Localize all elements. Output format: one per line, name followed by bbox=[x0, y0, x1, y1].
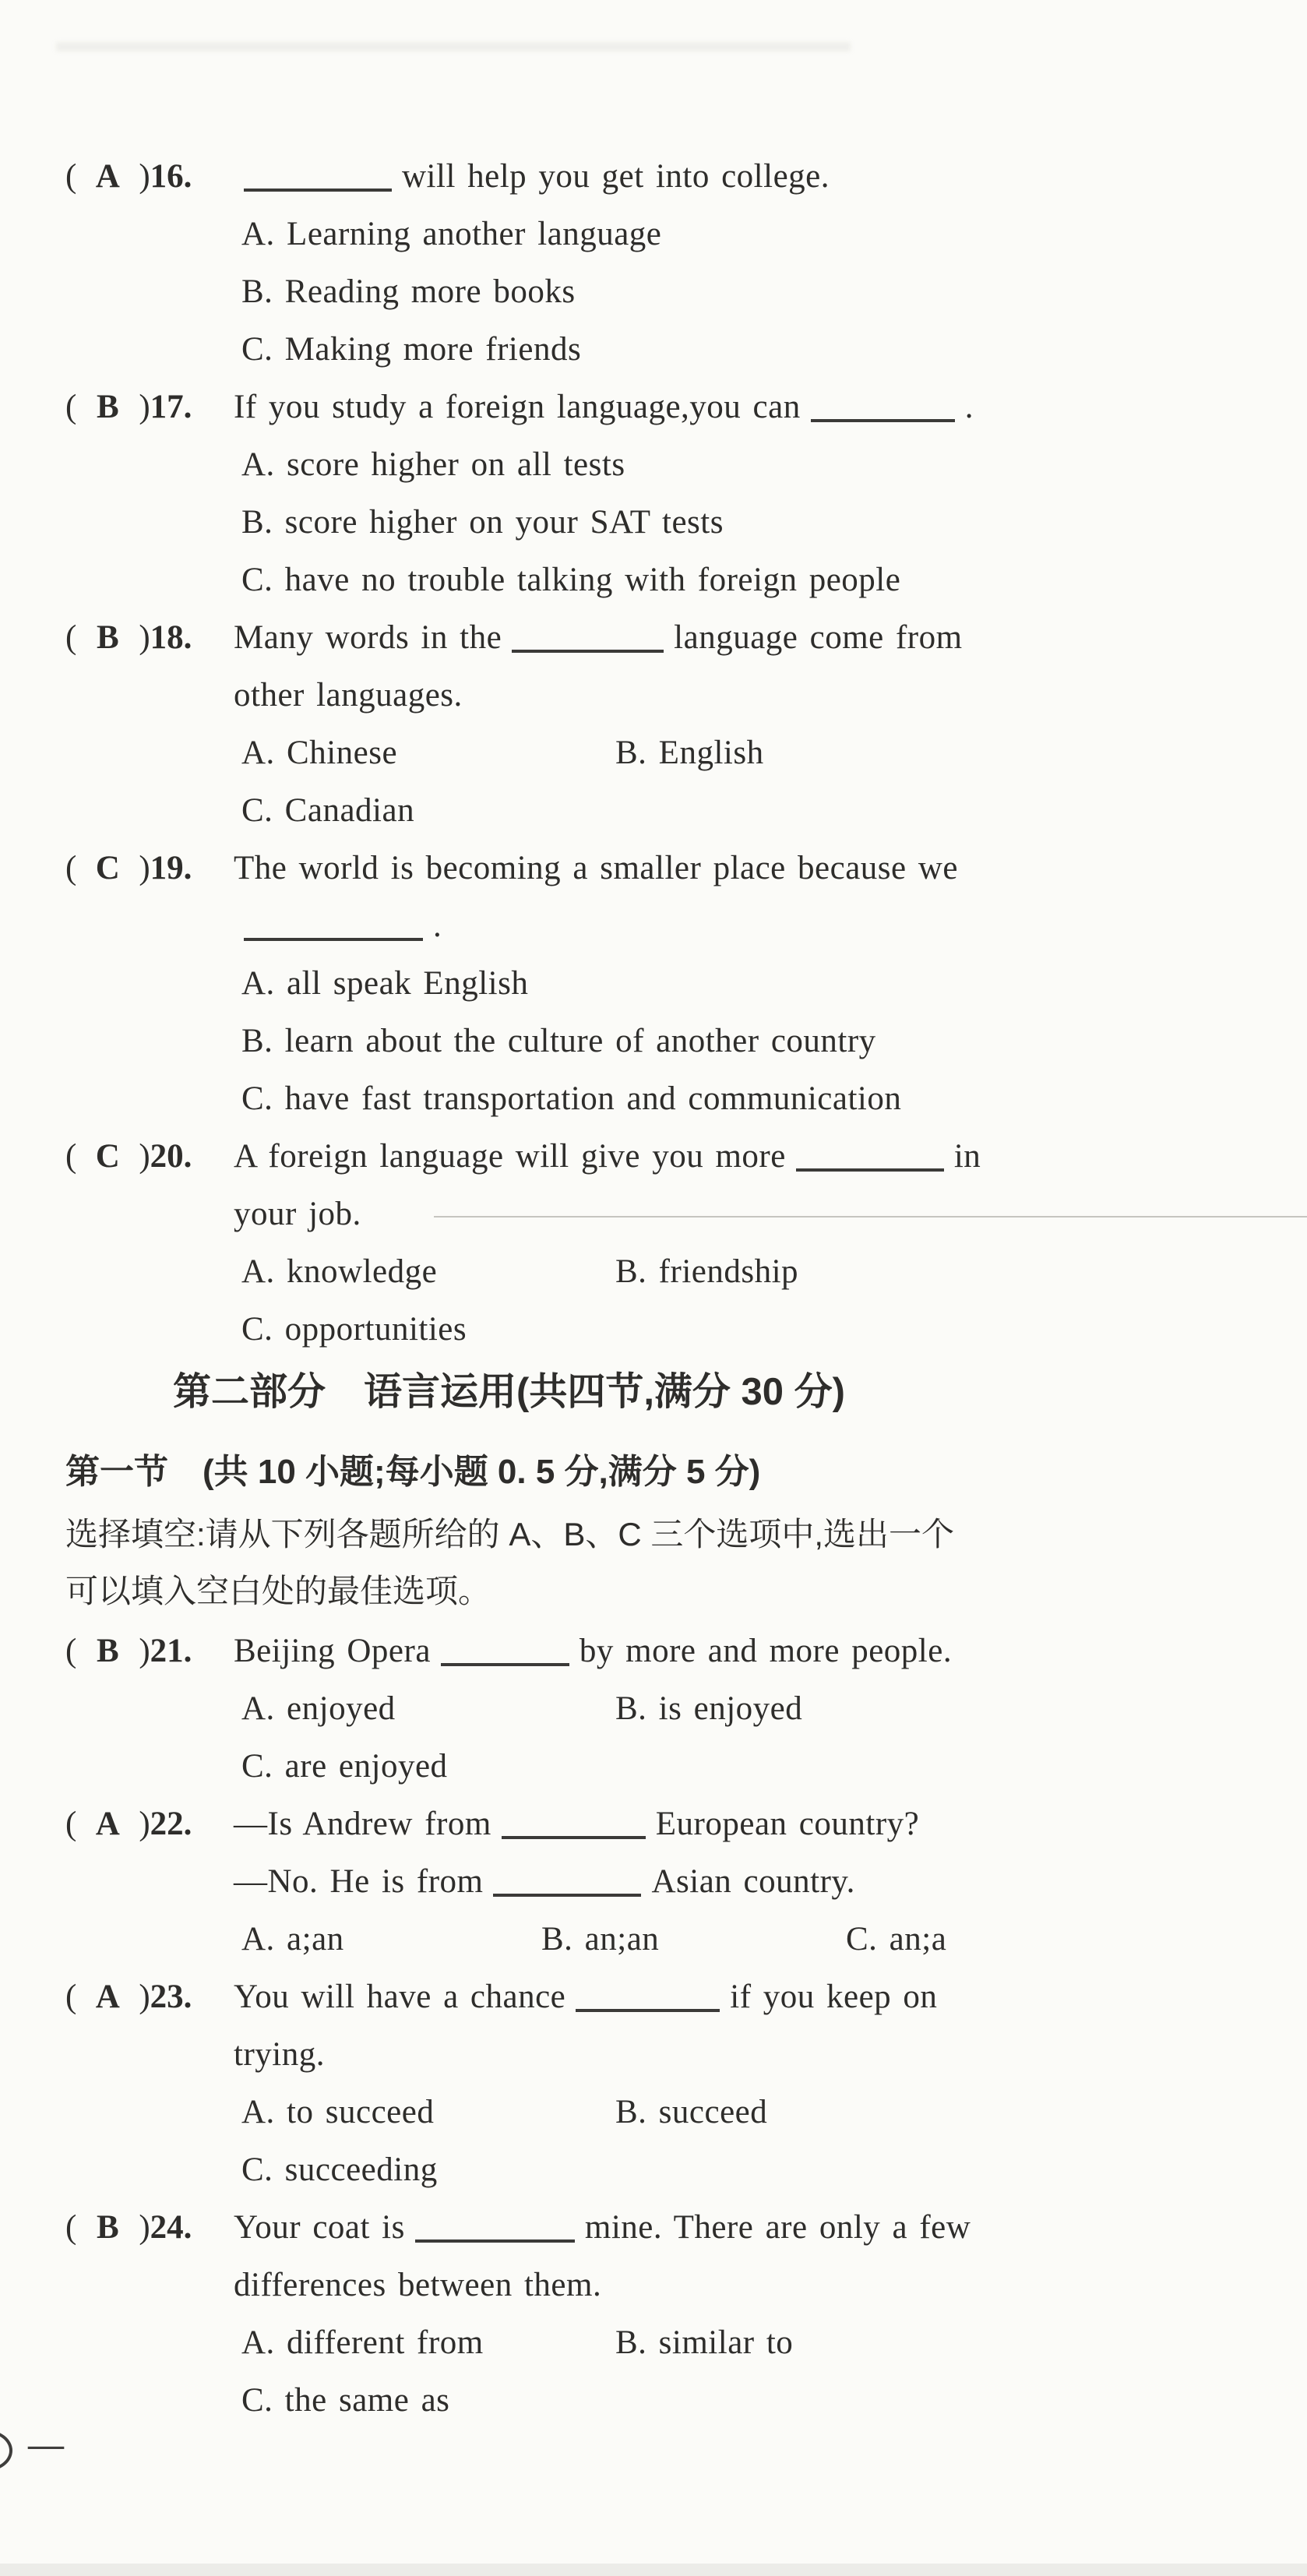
answer-letter: C bbox=[95, 1138, 120, 1175]
question-24 bbox=[0, 2199, 1307, 2430]
answer-marker bbox=[65, 1128, 192, 1186]
test-paper-content bbox=[0, 148, 1307, 2430]
option-b: B. succeed bbox=[615, 2093, 768, 2130]
option-a: A. Learning another language bbox=[241, 216, 662, 252]
question-text: Your coat is bbox=[234, 2208, 405, 2246]
question-number: 21. bbox=[150, 1632, 192, 1669]
page-number-circle bbox=[0, 2430, 12, 2472]
options-row bbox=[234, 1911, 1307, 1968]
question-text: . bbox=[964, 389, 974, 425]
answer-marker bbox=[65, 840, 192, 897]
option-b: B. an;an bbox=[541, 1920, 660, 1958]
question-text: your job. bbox=[234, 1196, 361, 1232]
answer-letter: B bbox=[96, 389, 119, 425]
close-paren: ) bbox=[139, 850, 150, 886]
question-body bbox=[234, 2199, 1307, 2430]
question-18 bbox=[0, 609, 1307, 840]
option-a: A. a;an bbox=[241, 1920, 344, 1958]
question-text: by more and more people. bbox=[579, 1632, 953, 1669]
question-text: The world is becoming a smaller place because we bbox=[234, 850, 958, 886]
question-body bbox=[234, 1795, 1307, 1968]
scan-artifact-smudge bbox=[56, 42, 851, 51]
option-a: A. knowledge bbox=[241, 1253, 438, 1290]
question-text: language come from bbox=[674, 619, 963, 656]
part2-section-title: 第二部分 语言运用(共四节,满分 30 分) bbox=[173, 1371, 845, 1413]
close-paren: ) bbox=[139, 1978, 150, 2015]
option-c: C. an;a bbox=[846, 1920, 947, 1958]
question-text: mine. There are only a few bbox=[584, 2208, 971, 2246]
answer-letter: A bbox=[95, 1978, 120, 2015]
question-number: 19. bbox=[150, 850, 192, 886]
open-paren: ( bbox=[65, 1138, 77, 1175]
page-number-dash: — bbox=[28, 2424, 64, 2464]
blank-line bbox=[415, 2239, 575, 2243]
question-text: —No. He is from bbox=[234, 1862, 484, 1900]
blank-line bbox=[512, 650, 664, 653]
option-c: C. the same as bbox=[241, 2381, 450, 2419]
option-a: A. to succeed bbox=[241, 2093, 435, 2130]
close-paren: ) bbox=[139, 158, 150, 195]
question-text: A foreign language will give you more bbox=[234, 1138, 786, 1175]
question-text-line bbox=[234, 2199, 1307, 2257]
scan-bottom-edge bbox=[0, 2564, 1307, 2576]
answer-letter: B bbox=[96, 619, 119, 656]
close-paren: ) bbox=[139, 1138, 150, 1175]
question-body bbox=[234, 609, 1307, 840]
question-17 bbox=[0, 379, 1307, 609]
question-text: other languages. bbox=[234, 677, 463, 714]
option-b: B. Reading more books bbox=[241, 273, 576, 310]
question-20 bbox=[0, 1128, 1307, 1358]
question-16 bbox=[0, 148, 1307, 379]
question-text: European country? bbox=[655, 1805, 920, 1842]
answer-marker bbox=[65, 1795, 192, 1853]
question-text: differences between them. bbox=[234, 2266, 602, 2303]
open-paren: ( bbox=[65, 1632, 77, 1669]
question-text: If you study a foreign language,you can bbox=[234, 389, 801, 425]
option-c: C. have no trouble talking with foreign people bbox=[241, 562, 901, 598]
options-row bbox=[234, 724, 1307, 782]
question-text: in bbox=[953, 1138, 981, 1175]
options-row bbox=[234, 2084, 1307, 2141]
question-text-line bbox=[234, 2026, 1307, 2084]
answer-marker bbox=[65, 148, 192, 206]
answer-marker bbox=[65, 1623, 192, 1680]
option-a: A. all speak English bbox=[241, 965, 529, 1002]
close-paren: ) bbox=[139, 1632, 150, 1669]
question-body bbox=[234, 148, 1307, 379]
question-text-line bbox=[234, 1128, 1307, 1186]
options-row bbox=[234, 1243, 1307, 1301]
question-text: You will have a chance bbox=[234, 1978, 566, 2015]
option-b: B. English bbox=[615, 735, 764, 771]
close-paren: ) bbox=[139, 619, 150, 656]
question-text-line bbox=[234, 2257, 1307, 2314]
question-19 bbox=[0, 840, 1307, 1128]
option-a: A. Chinese bbox=[241, 735, 398, 771]
question-23 bbox=[0, 1968, 1307, 2199]
option-b: B. is enjoyed bbox=[615, 1690, 803, 1727]
question-text-line bbox=[234, 1853, 1307, 1911]
question-text: if you keep on bbox=[730, 1978, 938, 2015]
open-paren: ( bbox=[65, 2208, 77, 2246]
question-text-line bbox=[234, 667, 1307, 724]
section1-subtitle: 第一节 (共 10 小题;每小题 0. 5 分,满分 5 分) bbox=[65, 1452, 761, 1491]
question-number: 22. bbox=[150, 1805, 192, 1842]
question-text: . bbox=[433, 907, 442, 944]
close-paren: ) bbox=[139, 1805, 150, 1842]
answer-marker bbox=[65, 2199, 192, 2257]
blank-line bbox=[244, 938, 423, 941]
option-b: B. friendship bbox=[615, 1253, 799, 1290]
question-body bbox=[234, 840, 1307, 1128]
blank-line bbox=[502, 1836, 646, 1839]
answer-letter: C bbox=[95, 850, 120, 886]
option-a: A. enjoyed bbox=[241, 1690, 396, 1727]
question-number: 20. bbox=[150, 1138, 192, 1175]
question-text-line bbox=[234, 1795, 1307, 1853]
option-a: A. different from bbox=[241, 2324, 484, 2361]
scan-artifact-line bbox=[434, 1216, 1307, 1218]
options-row bbox=[234, 2314, 1307, 2372]
question-body bbox=[234, 379, 1307, 609]
option-c: C. have fast transportation and communication bbox=[241, 1080, 902, 1117]
question-number: 23. bbox=[150, 1978, 192, 2015]
question-text-line bbox=[234, 1968, 1307, 2026]
question-body bbox=[234, 1968, 1307, 2199]
open-paren: ( bbox=[65, 158, 77, 195]
open-paren: ( bbox=[65, 1978, 77, 2015]
part1-questions bbox=[0, 148, 1307, 1358]
question-body bbox=[234, 1128, 1307, 1358]
option-b: B. learn about the culture of another country bbox=[241, 1023, 876, 1059]
option-b: B. similar to bbox=[615, 2324, 794, 2361]
question-text-line bbox=[234, 609, 1307, 667]
close-paren: ) bbox=[139, 2208, 150, 2246]
question-text: Asian country. bbox=[651, 1862, 855, 1900]
answer-marker bbox=[65, 379, 192, 436]
option-c: C. Making more friends bbox=[241, 331, 582, 368]
open-paren: ( bbox=[65, 850, 77, 886]
answer-marker bbox=[65, 609, 192, 667]
option-a: A. score higher on all tests bbox=[241, 446, 625, 483]
question-text-line bbox=[234, 840, 1307, 897]
question-text-line bbox=[234, 379, 1307, 436]
open-paren: ( bbox=[65, 389, 77, 425]
option-c: C. succeeding bbox=[241, 2151, 438, 2188]
answer-letter: A bbox=[95, 1805, 120, 1842]
options-row bbox=[234, 1680, 1307, 1738]
option-c: C. Canadian bbox=[241, 792, 415, 829]
question-text-line bbox=[234, 148, 1307, 206]
question-22 bbox=[0, 1795, 1307, 1968]
open-paren: ( bbox=[65, 619, 77, 656]
answer-letter: A bbox=[95, 158, 120, 195]
question-text-line bbox=[234, 897, 1307, 955]
question-text: —Is Andrew from bbox=[234, 1805, 491, 1842]
open-paren: ( bbox=[65, 1805, 77, 1842]
question-body bbox=[234, 1623, 1307, 1795]
part2-questions bbox=[0, 1623, 1307, 2430]
answer-letter: B bbox=[96, 2208, 119, 2246]
blank-line bbox=[441, 1663, 569, 1666]
question-number: 16. bbox=[150, 158, 192, 195]
question-number: 17. bbox=[150, 389, 192, 425]
blank-line bbox=[796, 1168, 944, 1172]
blank-line bbox=[244, 189, 392, 192]
instructions-line2: 可以填入空白处的最佳选项。 bbox=[65, 1572, 491, 1609]
answer-letter: B bbox=[96, 1632, 119, 1669]
question-text-line bbox=[234, 1186, 1307, 1243]
blank-line bbox=[811, 419, 955, 422]
question-number: 24. bbox=[150, 2208, 192, 2246]
question-text: will help you get into college. bbox=[402, 158, 830, 195]
close-paren: ) bbox=[139, 389, 150, 425]
question-text: Many words in the bbox=[234, 619, 502, 656]
option-b: B. score higher on your SAT tests bbox=[241, 504, 724, 541]
question-number: 18. bbox=[150, 619, 192, 656]
blank-line bbox=[493, 1894, 641, 1897]
option-c: C. opportunities bbox=[241, 1311, 467, 1348]
question-text-line bbox=[234, 1623, 1307, 1680]
answer-marker bbox=[65, 1968, 192, 2026]
instructions-line1: 选择填空:请从下列各题所给的 A、B、C 三个选项中,选出一个 bbox=[65, 1515, 955, 1552]
question-text: trying. bbox=[234, 2035, 325, 2073]
question-21 bbox=[0, 1623, 1307, 1795]
option-c: C. are enjoyed bbox=[241, 1747, 448, 1785]
question-text: Beijing Opera bbox=[234, 1632, 431, 1669]
blank-line bbox=[576, 2009, 720, 2012]
